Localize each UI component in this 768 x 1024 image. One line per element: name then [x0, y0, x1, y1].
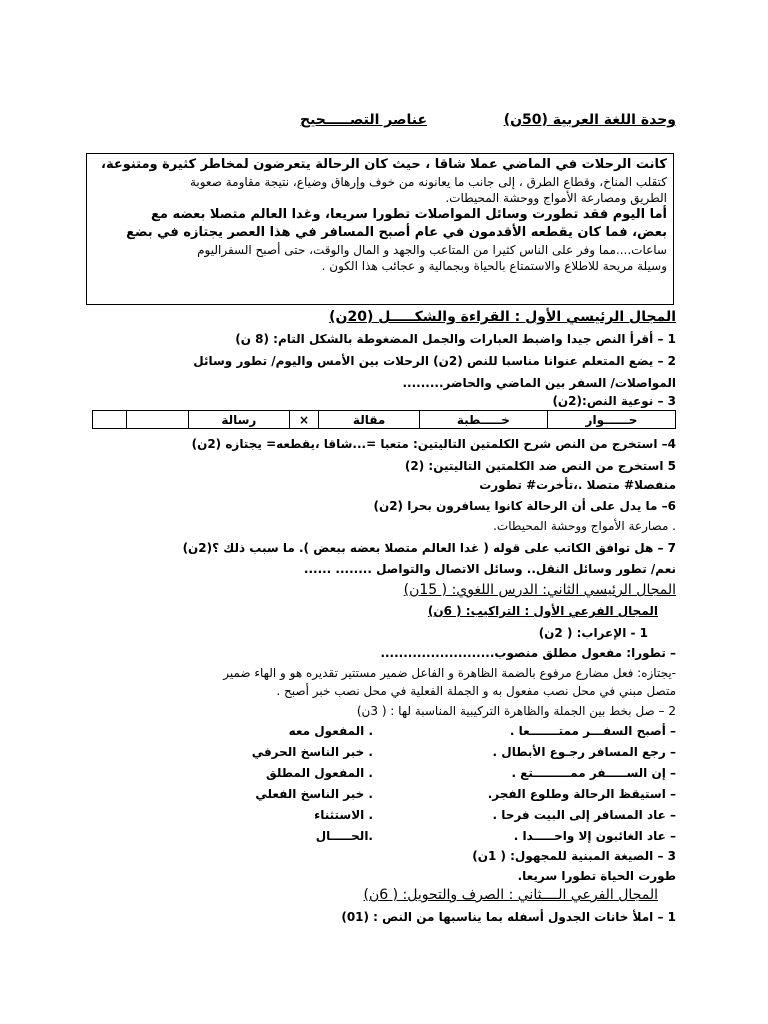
parsing-item-2-cont: متصل مبني في محل نصب مفعول به و الجملة الفعلية في محل نصب خبر أصبح . — [276, 684, 676, 698]
section1-title: المجال الرئيسي الأول : القراءة والشكـــــل (20ن) — [329, 309, 676, 325]
matching-sentence: – رجع المسافر رجـوع الأبطال . — [492, 745, 676, 759]
passage-line: كانت الرحلات في الماضي عملا شاقا ، حيث كان الرحالة يتعرضون لمخاطر كثيرة ومتنوعة، — [101, 157, 667, 172]
matching-feature: . خبر الناسخ الحرفي — [251, 745, 373, 759]
matching-feature: . المفعول معه — [288, 724, 373, 738]
passage-line: ساعات....مما وفر على الناس كثيرا من المتاعب والجهد و المال والوقت، حتى أصبح السفراليوم — [197, 243, 667, 257]
question-5-answer: منفصلا# متصلا .،تأخرت# تطورت — [479, 478, 676, 492]
type-cell-mark: × — [289, 411, 319, 429]
question-2: 2 – يضع المتعلم عنوانا مناسبا للنص (2ن) الرحلات بين الأمس واليوم/ تطور وسائل — [193, 354, 676, 368]
question-1: 1 – أقرأ النص جيدا واضبط العبارات والجمل المضغوطة بالشكل التام: (8 ن) — [235, 332, 676, 346]
question-2-answer: المواصلات/ السفر بين الماضي والحاضر......... — [402, 376, 676, 390]
question-7-answer: نعم/ تطور وسائل النقل.. وسائل الاتصال والتواصل ........ ...... — [303, 562, 676, 576]
parsing-item-2: -يجتازه: فعل مضارع مرفوع بالضمة الظاهرة و الفاعل ضمير مستتير تقديره هو و الهاء ضمير — [223, 666, 676, 680]
correction-title: عناصر التصـــــحيح — [300, 112, 428, 128]
passage-line: الطريق ومصارعة الأمواج ووحشة المحيطات. — [445, 191, 667, 205]
type-cell-speech: خـــــطبة — [419, 411, 547, 429]
type-cell-empty — [127, 411, 189, 429]
passage-line: كتقلب المناخ، وقطاع الطرق ، إلى جانب ما يعانونه من خوف وإرهاق وضياع، نتيجة مقاومة صعوبة — [189, 175, 667, 189]
text-type-table — [92, 410, 676, 429]
matching-feature: . المفعول المطلق — [266, 766, 373, 780]
parsing-heading: 1 - الإعراب: ( 2ن) — [538, 626, 648, 640]
type-cell-article: مقالة — [319, 411, 419, 429]
matching-sentence: – عاد المسافر إلى البيت فرحا . — [492, 808, 676, 822]
question-7: 7 – هل توافق الكاتب على قوله ( غدا العالم متصلا بعضه ببعض ). ما سبب ذلك ؟(2ن) — [182, 541, 676, 555]
table-fill-question: 1 – املأ خانات الجدول أسفله بما يناسبها من النص : (01) — [341, 910, 676, 924]
type-cell-dialogue: حــــــوار — [547, 411, 675, 429]
passive-voice-answer: طورت الحياة تطورا سريعا. — [517, 869, 676, 883]
passage-line: أما اليوم فقد تطورت وسائل المواصلات تطورا سريعا، وغدا العالم متصلا بعضه مع — [150, 207, 667, 222]
passive-voice-question: 3 – الصيغة المبنية للمجهول: ( 1ن) — [472, 849, 676, 863]
subsection-morphology-title: المجال الفرعي الــــثاني : الصرف والتحويل: ( 6ن) — [363, 887, 658, 903]
question-6-answer: . مصارعة الأمواج ووحشة المحيطات. — [493, 519, 676, 533]
passage-line: وسيلة مريحة للاطلاع والاستمتاع بالحياة وبجمالية و عجائب هذا الكون . — [321, 259, 667, 273]
subsection-syntax-title: المجال الفرعي الأول : التراكيب: ( 6ن) — [427, 604, 658, 618]
type-cell-empty — [93, 411, 127, 429]
parsing-item-1: – تطورا: مفعول مطلق منصوب......................... — [380, 646, 676, 660]
matching-sentence: – عاد الغائبون إلا واحـــــدا . — [513, 829, 676, 843]
matching-sentence: – استيقظ الرحالة وطلوع الفجر. — [487, 787, 676, 801]
passage-line: بعض، فما كان يقطعه الأقدمون في عام أصبح المسافر في هذا العصر يجتازه في بضع — [126, 225, 667, 240]
question-6: 6– ما يدل على أن الرحالة كانوا يسافرون بحرا (2ن) — [373, 499, 676, 513]
unit-title: وحدة اللغة العربية (50ن) — [503, 112, 676, 128]
question-3: 3 – نوعية النص:(2ن) — [552, 394, 676, 408]
matching-sentence: – إن الســـــفر ممـــــــــتع . — [511, 766, 676, 780]
section2-title: المجال الرئيسي الثاني: الدرس اللغوي: ( 15ن) — [403, 582, 676, 598]
matching-feature: . خبر الناسخ الفعلي — [255, 787, 373, 801]
matching-feature: .الحـــــال — [315, 829, 373, 843]
question-5: 5 استخرج من النص ضد الكلمتين التاليتين: (2) — [404, 459, 676, 473]
type-cell-letter: رسالة — [189, 411, 289, 429]
question-4: 4– استخرج من النص شرح الكلمتين التاليتين: متعبا =...شاقا ،يقطعه= يجتازه (2ن) — [191, 437, 676, 451]
matching-instruction: 2 – صل بخط بين الجملة والظاهرة التركيبية المناسبة لها : ( 3ن) — [356, 704, 676, 718]
matching-sentence: – أصبح السفـــر ممتـــــــعا . — [509, 724, 676, 738]
reading-passage-box — [86, 153, 674, 305]
matching-feature: . الاستثناء — [314, 808, 373, 822]
